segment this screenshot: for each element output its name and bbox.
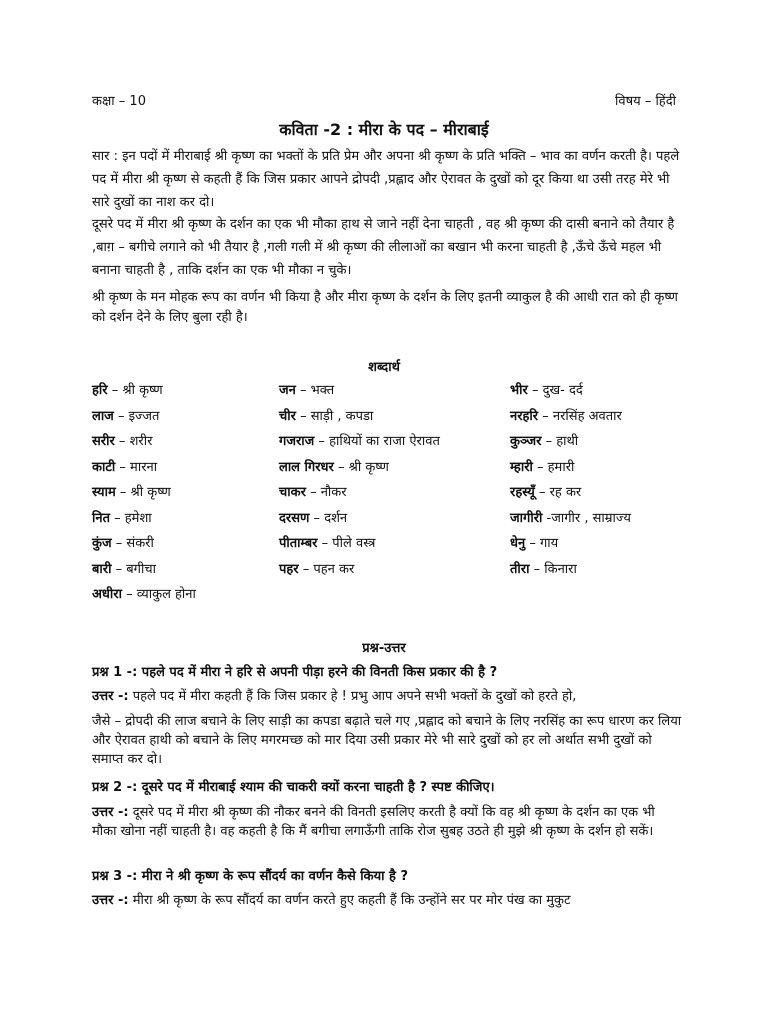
glossary-entry <box>510 559 577 577</box>
glossary-meaning: बगीचा <box>126 561 156 577</box>
page-title: कविता -2 : मीरा के पद – मीराबाई <box>279 120 489 139</box>
glossary-entry <box>279 406 373 424</box>
page-header <box>92 91 676 111</box>
glossary-separator: – <box>295 383 311 398</box>
glossary-separator: – <box>309 510 325 526</box>
glossary-separator: – <box>534 485 550 500</box>
glossary-meaning: किनारा <box>544 561 577 577</box>
glossary-separator: – <box>333 459 349 475</box>
glossary-separator: – <box>525 536 540 551</box>
glossary-word: लाल गिरधर <box>279 459 334 475</box>
glossary-meaning: व्याकुल होना <box>136 587 196 602</box>
glossary-meaning: इज्जत <box>128 408 160 424</box>
glossary-meaning: नरसिंह अवतार <box>552 408 622 424</box>
glossary-separator: – <box>538 408 553 424</box>
glossary-entry <box>92 406 159 424</box>
glossary-meaning: भक्त <box>310 383 335 398</box>
glossary-separator: – <box>110 510 125 526</box>
glossary-entry <box>279 431 440 449</box>
glossary-word: चाकर <box>279 485 306 500</box>
glossary-word: पीताम्बर <box>279 536 318 551</box>
glossary-word: सरीर <box>92 434 115 449</box>
answer-text: मीरा श्री कृष्ण के रूप सौंदर्य का वर्णन करते हुए कहती हैं कि उन्होंने सर पर मोर पंख का मुकुट <box>132 893 571 908</box>
glossary-entry <box>279 482 347 500</box>
glossary-entry <box>510 380 583 398</box>
glossary-meaning: गाय <box>539 536 559 551</box>
answer-1-paragraph-2: जैसे – द्रोपदी की लाज बचाने के लिए साड़ी का कपडा बढ़ाते चले गए ,प्रह्लाद को बचाने के लिए नरसिंह का रूप धारण कर लिया और ऐरावत हाथी को बचाने के लिए मगरमच्छ को मार दिया उसी प्रकार मेरे भी सारे दुखों को हर लो अर्थात सभी दुखों को समाप्त कर दो। <box>92 714 682 767</box>
glossary-meaning: हमारी <box>547 459 575 475</box>
glossary-word: नित <box>92 510 110 526</box>
summary-paragraph-2: दूसरे पद में मीरा श्री कृष्ण के दर्शन का एक भी मौका हाथ से जाने नहीं देना चाहती , वह श्री कृष्ण की दासी बनाने को तैयार है ,बाग़ – बगीचे लगाने को भी तैयार है ,गली गली में श्री कृष्ण की लीलाओं का बखान भी करना चाहती है ,ऊँचे ऊँचे महल भी बनाना चाहती है , ताकि दर्शन का एक भी मौका न चुके। <box>92 217 675 278</box>
glossary-word: दरसण <box>279 510 310 526</box>
glossary-meaning: दर्शन <box>324 510 348 526</box>
glossary-meaning: श्री कृष्ण <box>122 383 163 398</box>
glossary-separator: – <box>527 383 543 398</box>
glossary-word: नरहरि <box>510 408 539 424</box>
glossary-entry <box>510 406 622 424</box>
glossary-entry <box>510 457 574 475</box>
glossary-entry <box>92 380 163 398</box>
answer-label: उत्तर -: <box>92 893 129 908</box>
glossary-word: काटी <box>92 459 116 475</box>
glossary-word: पहर <box>279 561 299 577</box>
glossary-entry <box>279 457 389 475</box>
glossary-word: भीर <box>510 383 528 398</box>
answer-2 <box>92 803 682 841</box>
glossary-word: लाज <box>92 408 114 424</box>
glossary-separator: – <box>314 434 330 449</box>
glossary-entry <box>92 533 154 551</box>
glossary-entry <box>279 559 354 577</box>
glossary-separator: – <box>115 485 131 500</box>
question-1: प्रश्न 1 -: पहले पद में मीरा ने हरि से अपनी पीड़ा हरने की विनती किस प्रकार की है ? <box>92 665 498 680</box>
class-label: कक्षा – 10 <box>92 94 146 109</box>
glossary-separator: – <box>529 561 545 577</box>
glossary-entry <box>92 559 156 577</box>
glossary-word: बारी <box>92 561 112 577</box>
glossary-word: कुंज <box>92 536 112 551</box>
answer-3 <box>92 891 682 910</box>
glossary-entry <box>92 508 152 526</box>
glossary-separator: – <box>298 561 314 577</box>
glossary-meaning: साड़ी , कपडा <box>310 408 374 424</box>
glossary-entry <box>279 380 334 398</box>
answer-1-line-1 <box>92 687 682 706</box>
glossary-meaning: रह कर <box>549 485 582 500</box>
glossary-separator: – <box>532 459 548 475</box>
glossary-meaning: नौकर <box>320 485 347 500</box>
glossary-word: म्हारी <box>510 459 533 475</box>
glossary-separator: – <box>113 408 129 424</box>
glossary-meaning: पहन कर <box>313 561 355 577</box>
answer-text: दूसरे पद में मीरा श्री कृष्ण की नौकर बनने की विनती इसलिए करती है क्यों कि वह श्री कृष्ण के दर्शन का एक भी मौका खोना नहीं चाहती है। वह कहती है कि मैं बगीचा लगाऊँगी ताकि रोज सुबह उठते ही मुझे श्री कृष्ण के दर्शन हो सकें। <box>92 805 655 839</box>
question-2: प्रश्न 2 -: दूसरे पद में मीराबाई श्याम की चाकरी क्यों करना चाहती है ? स्पष्ट कीजिए। <box>92 780 495 795</box>
glossary-word: जन <box>279 383 296 398</box>
glossary-word: चीर <box>279 408 296 424</box>
glossary-meaning: मारना <box>130 459 158 475</box>
glossary-separator: – <box>107 383 123 398</box>
glossary-word: तीरा <box>510 561 530 577</box>
qa-heading: प्रश्न-उत्तर <box>362 641 406 656</box>
glossary-entry <box>510 533 558 551</box>
glossary-separator: – <box>541 434 557 449</box>
glossary-meaning: हमेशा <box>124 510 152 526</box>
answer-label: उत्तर -: <box>92 689 129 704</box>
glossary-entry <box>510 508 631 526</box>
glossary-heading: शब्दार्थ <box>368 360 400 375</box>
glossary-entry <box>510 482 581 500</box>
answer-label: उत्तर -: <box>92 805 129 820</box>
glossary-word: स्याम <box>92 485 116 500</box>
subject-label: विषय – हिंदी <box>615 94 676 109</box>
glossary-entry <box>92 457 157 475</box>
glossary-word: रहस्यूँ <box>510 485 535 500</box>
glossary-separator: – <box>115 459 131 475</box>
glossary-meaning: श्री कृष्ण <box>348 459 389 475</box>
summary-paragraph-1: सार : इन पदों में मीराबाई श्री कृष्ण का भक्तों के प्रति प्रेम और अपना श्री कृष्ण के प्रति भक्ति – भाव का वर्णन करती है। पहले पद में मीरा श्री कृष्ण से कहती हैं कि जिस प्रकार आपने द्रोपदी ,प्रह्लाद और ऐरावत के दुखों को दूर किया था उसी तरह मेरे भी सारे दुखों का नाश कर दो। <box>92 149 680 210</box>
glossary-separator: – <box>111 561 127 577</box>
glossary-word: जागीरी <box>510 510 543 526</box>
glossary-entry <box>510 431 578 449</box>
glossary-meaning: हाथियों का राजा ऐरावत <box>329 434 440 449</box>
glossary-meaning: जागीर , साम्राज्य <box>551 510 631 526</box>
glossary-meaning: दुख- दर्द <box>542 383 583 398</box>
glossary-separator: – <box>114 434 130 449</box>
glossary-entry <box>92 482 171 500</box>
glossary-word: अधीरा <box>92 587 122 602</box>
glossary-separator: – <box>305 485 321 500</box>
glossary-meaning: संकरी <box>126 536 154 551</box>
glossary-word: कुञ्जर <box>510 434 542 449</box>
glossary-separator: – <box>295 408 311 424</box>
summary-paragraph-3: श्री कृष्ण के मन मोहक रूप का वर्णन भी किया है और मीरा कृष्ण के दर्शन के लिए इतनी व्याकुल है की आधी रात को ही कृष्ण को दर्शन देने के लिए बुला रही है। <box>92 290 678 325</box>
question-3: प्रश्न 3 -: मीरा ने श्री कृष्ण के रूप सौंदर्य का वर्णन कैसे किया है ? <box>92 869 409 884</box>
glossary-meaning: हाथी <box>556 434 579 449</box>
glossary-entry <box>92 584 196 602</box>
glossary-entry <box>279 533 375 551</box>
glossary-separator: – <box>121 587 137 602</box>
glossary-entry <box>92 431 152 449</box>
answer-text: पहले पद में मीरा कहती हैं कि जिस प्रकार हे ! प्रभु आप अपने सभी भक्तों के दुखों को हरते हो, <box>132 689 577 704</box>
glossary-word: हरि <box>92 383 108 398</box>
glossary-separator: – <box>111 536 127 551</box>
glossary-word: धेनु <box>510 536 526 551</box>
glossary-separator: – <box>317 536 333 551</box>
glossary-word: गजराज <box>279 434 315 449</box>
glossary-meaning: शरीर <box>129 434 153 449</box>
glossary-entry <box>279 508 347 526</box>
glossary-meaning: श्री कृष्ण <box>130 485 171 500</box>
glossary-table <box>92 380 692 610</box>
glossary-separator: - <box>542 510 552 526</box>
glossary-meaning: पीले वस्त्र <box>332 536 376 551</box>
